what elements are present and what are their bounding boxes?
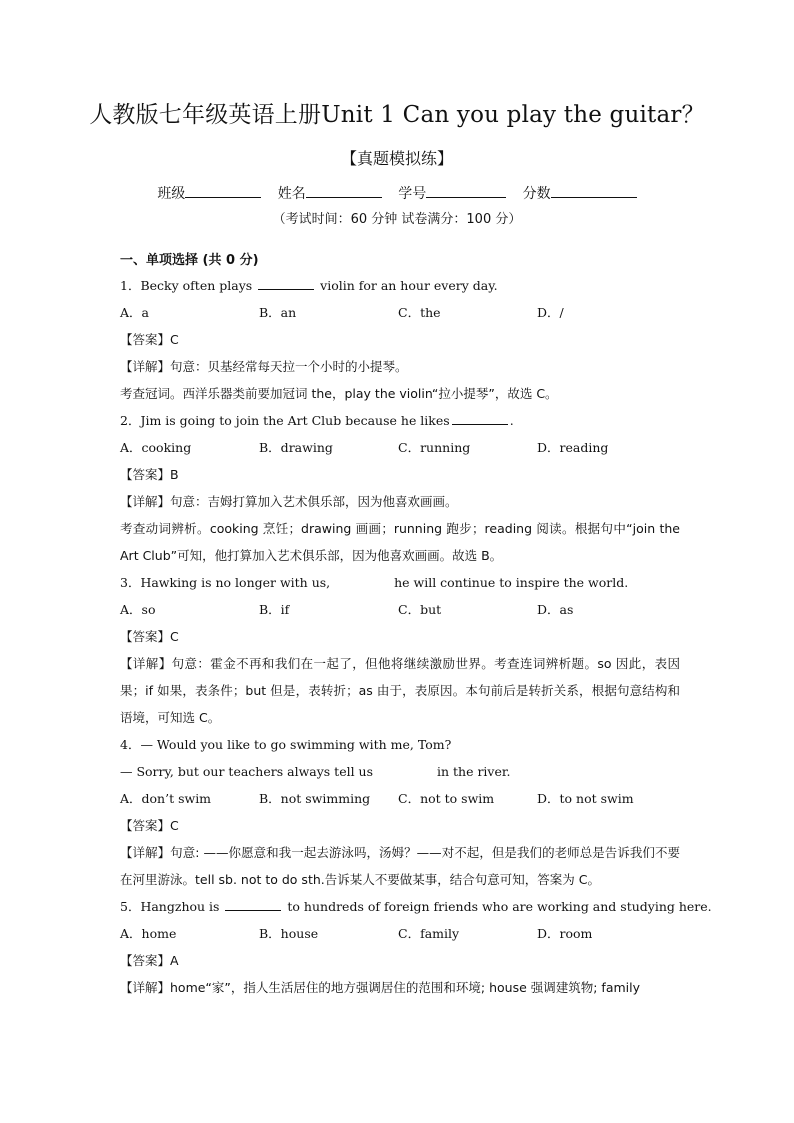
option-b: B．an	[259, 305, 297, 320]
option-d: D．reading	[537, 440, 609, 455]
answer-blank	[452, 412, 508, 425]
detail-line: 【详解】句意：吉姆打算加入艺术俱乐部，因为他喜欢画画。	[120, 494, 458, 509]
option-c: C．running	[398, 440, 471, 455]
option-b: B．not swimming	[259, 791, 371, 806]
name-label: 姓名	[277, 186, 306, 202]
stem-text: 5．Hangzhou is	[120, 899, 224, 914]
score-label: 分数	[522, 186, 551, 202]
stem-text: 2．Jim is going to join the Art Club because he likes	[120, 413, 450, 428]
option-a: A．cooking	[120, 440, 192, 455]
question-stem	[120, 407, 680, 434]
option-c: C．family	[398, 926, 460, 941]
option-d: D．/	[537, 305, 564, 320]
student-info-row	[0, 183, 794, 203]
option-a: A．don’t swim	[120, 791, 212, 806]
score-field	[523, 183, 637, 203]
question-stem	[120, 893, 712, 920]
option-a: A．so	[120, 602, 156, 617]
question-stem	[120, 569, 680, 596]
answer-line: 【答案】C	[120, 332, 179, 347]
option-d: D．as	[537, 602, 574, 617]
stem-text: 1．Becky often plays	[120, 278, 257, 293]
name-field	[278, 183, 382, 203]
question-stem: 4．— Would you like to go swimming with me, Tom?	[120, 737, 452, 752]
detail-line: 【详解】句意: ——你愿意和我一起去游泳吗，汤姆？——对不起，但是我们的老师总是告诉我们不要在河里游泳。tell sb. not to do sth.告诉某人不要做某事，结合句意可知，答案为 C。	[120, 845, 680, 887]
answer-line: 【答案】B	[120, 467, 179, 482]
option-d: D．to not swim	[537, 791, 634, 806]
detail-line: 考查冠词。西洋乐器类前要加冠词 the，play the violin“拉小提琴”，故选 C。	[120, 386, 558, 401]
stem-text: — Sorry, but our teachers always tell us	[120, 764, 378, 779]
option-d: D．room	[537, 926, 593, 941]
section-heading: 一、单项选择 (共 0 分)	[120, 253, 259, 268]
question-stem	[120, 758, 680, 785]
option-c: C．not to swim	[398, 791, 495, 806]
detail-line: 【详解】句意：霍金不再和我们在一起了，但他将继续激励世界。考查连词辨析题。so 因此，表因果；if 如果，表条件；but 但是，表转折；as 由于，表原因。本句前后是转折关系，根据句意结构和语境，可知选 C。	[120, 656, 680, 725]
option-b: B．house	[259, 926, 319, 941]
stem-text: .	[509, 413, 514, 428]
class-field	[157, 183, 261, 203]
student-number-blank	[426, 183, 506, 198]
answer-blank	[225, 898, 281, 911]
page-title: 人教版七年级英语上册Unit 1 Can you play the guitar？	[89, 102, 705, 128]
option-b: B．if	[259, 602, 290, 617]
student-number-label: 学号	[398, 186, 427, 202]
stem-text: he will continue to inspire the world.	[390, 575, 629, 590]
class-blank	[185, 183, 261, 198]
name-blank	[306, 183, 382, 198]
option-a: A．a	[120, 305, 149, 320]
stem-text: to hundreds of foreign friends who are working and studying here.	[283, 899, 712, 914]
score-blank	[551, 183, 637, 198]
detail-line: 考查动词辨析。cooking 烹饪；drawing 画画；running 跑步；reading 阅读。根据句中“join the Art Club”可知，他打算加入艺术俱乐部，因为他喜欢画画。故选 B。	[120, 521, 680, 563]
option-row	[120, 299, 680, 326]
option-c: C．but	[398, 602, 442, 617]
question-list	[120, 250, 712, 1001]
stem-text: 3．Hawking is no longer with us,	[120, 575, 335, 590]
question-stem	[120, 272, 680, 299]
stem-text: violin for an hour every day.	[316, 278, 498, 293]
option-row	[120, 785, 680, 812]
option-row	[120, 920, 680, 947]
answer-blank	[258, 277, 314, 290]
answer-line: 【答案】A	[120, 953, 179, 968]
exam-meta: （考试时间：60 分钟 试卷满分：100 分）	[272, 212, 522, 227]
class-label: 班级	[157, 186, 186, 202]
option-b: B．drawing	[259, 440, 333, 455]
option-row	[120, 434, 680, 461]
page-subtitle: 【真题模拟练】	[340, 149, 453, 168]
answer-line: 【答案】C	[120, 818, 179, 833]
student-number-field	[398, 183, 506, 203]
option-row	[120, 596, 680, 623]
stem-text: in the river.	[433, 764, 511, 779]
detail-line: 【详解】句意：贝基经常每天拉一个小时的小提琴。	[120, 359, 408, 374]
answer-line: 【答案】C	[120, 629, 179, 644]
detail-line: 【详解】home“家”，指人生活居住的地方强调居住的范围和环境; house 强调建筑物; family	[120, 980, 641, 995]
option-c: C．the	[398, 305, 441, 320]
option-a: A．home	[120, 926, 177, 941]
